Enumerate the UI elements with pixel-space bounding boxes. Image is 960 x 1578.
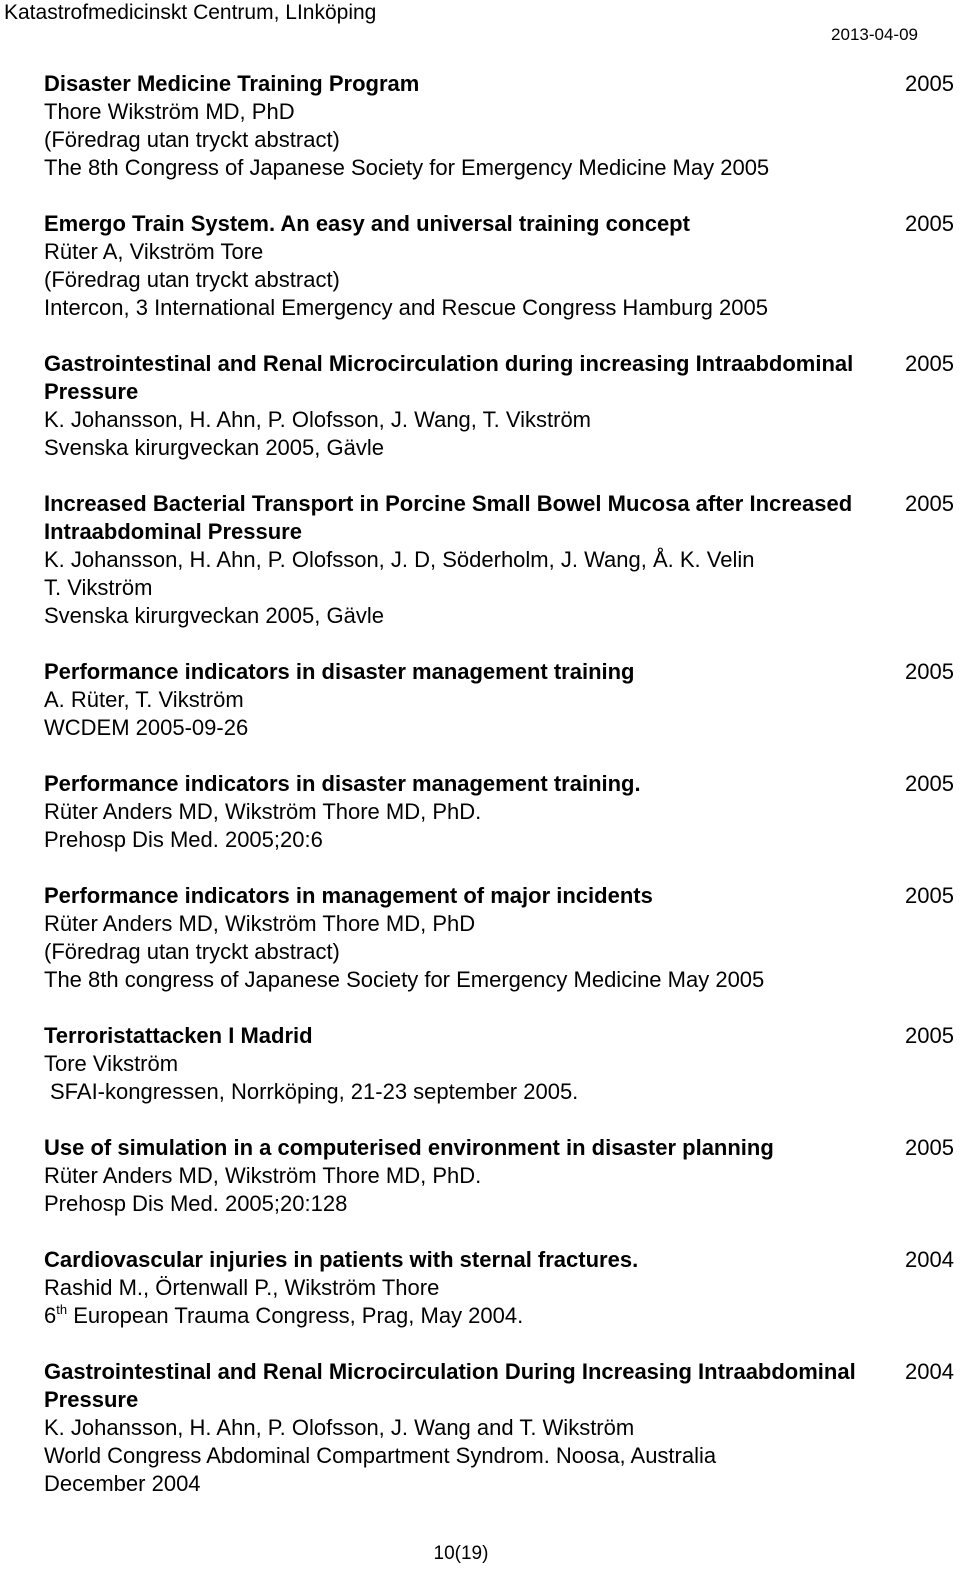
publication-authors: Tore Vikström — [44, 1051, 179, 1076]
publication-title: Use of simulation in a computerised environment in disaster planning — [44, 1135, 774, 1160]
congress-name: European Trauma Congress, Prag, May 2004. — [67, 1303, 524, 1328]
publication-title: Disaster Medicine Training Program — [44, 71, 420, 96]
publication-authors: A. Rüter, T. Vikström — [44, 687, 244, 712]
publication-year: 2005 — [905, 883, 954, 908]
publication-title: Emergo Train System. An easy and universal training concept — [44, 211, 690, 236]
publication-title: Performance indicators in disaster management training. — [44, 771, 641, 796]
publication-venue-continued: December 2004 — [44, 1471, 201, 1496]
publication-venue: WCDEM 2005-09-26 — [44, 715, 249, 740]
publication-year: 2004 — [905, 1247, 954, 1272]
publication-entry — [44, 210, 954, 322]
congress-ordinal-suffix: th — [56, 1302, 68, 1317]
publication-venue: SFAI-kongressen, Norrköping, 21-23 september 2005. — [50, 1079, 579, 1104]
publication-authors: K. Johansson, H. Ahn, P. Olofsson, J. Wang, T. Vikström — [44, 407, 592, 432]
publication-authors: Rüter Anders MD, Wikström Thore MD, PhD — [44, 911, 476, 936]
publication-venue: Prehosp Dis Med. 2005;20:6 — [44, 827, 323, 852]
publication-title: Gastrointestinal and Renal Microcirculation during increasing Intraabdominal Pressure — [44, 351, 854, 404]
publication-title: Increased Bacterial Transport in Porcine Small Bowel Mucosa after Increased Intraabdominal Pressure — [44, 491, 853, 544]
publication-year: 2005 — [905, 1135, 954, 1160]
publication-entry — [44, 1358, 954, 1498]
congress-number: 6 — [44, 1303, 57, 1328]
publication-year: 2005 — [905, 491, 954, 516]
publication-note: (Föredrag utan tryckt abstract) — [44, 127, 340, 152]
publication-venue: World Congress Abdominal Compartment Syndrom. Noosa, Australia — [44, 1443, 717, 1468]
publication-title: Performance indicators in disaster management training — [44, 659, 635, 684]
publication-venue: Svenska kirurgveckan 2005, Gävle — [44, 435, 384, 460]
publication-entry — [44, 1134, 954, 1218]
publication-venue: The 8th congress of Japanese Society for Emergency Medicine May 2005 — [44, 967, 765, 992]
publication-year: 2005 — [905, 771, 954, 796]
publication-authors-continued: T. Vikström — [44, 575, 153, 600]
publication-entry — [44, 658, 954, 742]
page-number: 10(19) — [433, 1543, 489, 1564]
publication-venue: The 8th Congress of Japanese Society for Emergency Medicine May 2005 — [44, 155, 770, 180]
publication-year: 2005 — [905, 659, 954, 684]
publication-year: 2005 — [905, 211, 954, 236]
publication-year: 2005 — [905, 351, 954, 376]
publication-entry — [44, 490, 954, 630]
publication-venue: Prehosp Dis Med. 2005;20:128 — [44, 1191, 348, 1216]
publication-authors: Rashid M., Örtenwall P., Wikström Thore — [44, 1275, 440, 1300]
publication-entry — [44, 882, 954, 994]
institution-header: Katastrofmedicinskt Centrum, LInköping — [4, 1, 377, 24]
publication-year: 2005 — [905, 1023, 954, 1048]
publication-venue: Svenska kirurgveckan 2005, Gävle — [44, 603, 384, 628]
publication-authors: K. Johansson, H. Ahn, P. Olofsson, J. Wang and T. Wikström — [44, 1415, 635, 1440]
publication-title: Cardiovascular injuries in patients with sternal fractures. — [44, 1247, 639, 1272]
publication-venue: Intercon, 3 International Emergency and Rescue Congress Hamburg 2005 — [44, 295, 768, 320]
publication-authors: Rüter Anders MD, Wikström Thore MD, PhD. — [44, 799, 482, 824]
publication-note: (Föredrag utan tryckt abstract) — [44, 267, 340, 292]
publication-year: 2004 — [905, 1359, 954, 1384]
publication-authors: Rüter Anders MD, Wikström Thore MD, PhD. — [44, 1163, 482, 1188]
publication-authors: Thore Wikström MD, PhD — [44, 99, 295, 124]
publication-title: Gastrointestinal and Renal Microcirculation During Increasing Intraabdominal Pressure — [44, 1359, 856, 1412]
publication-note: (Föredrag utan tryckt abstract) — [44, 939, 340, 964]
document-date: 2013-04-09 — [831, 25, 918, 44]
publication-entry — [44, 350, 954, 462]
publication-entry — [44, 770, 954, 854]
publication-title: Performance indicators in management of major incidents — [44, 883, 653, 908]
publication-list — [44, 70, 954, 1526]
publication-entry — [44, 1246, 954, 1330]
publication-authors: K. Johansson, H. Ahn, P. Olofsson, J. D, Söderholm, J. Wang, Å. K. Velin — [44, 547, 755, 572]
publication-entry — [44, 1022, 954, 1106]
publication-entry — [44, 70, 954, 182]
publication-year: 2005 — [905, 71, 954, 96]
publication-authors: Rüter A, Vikström Tore — [44, 239, 264, 264]
publication-venue — [44, 1302, 954, 1330]
publication-title: Terroristattacken I Madrid — [44, 1023, 313, 1048]
